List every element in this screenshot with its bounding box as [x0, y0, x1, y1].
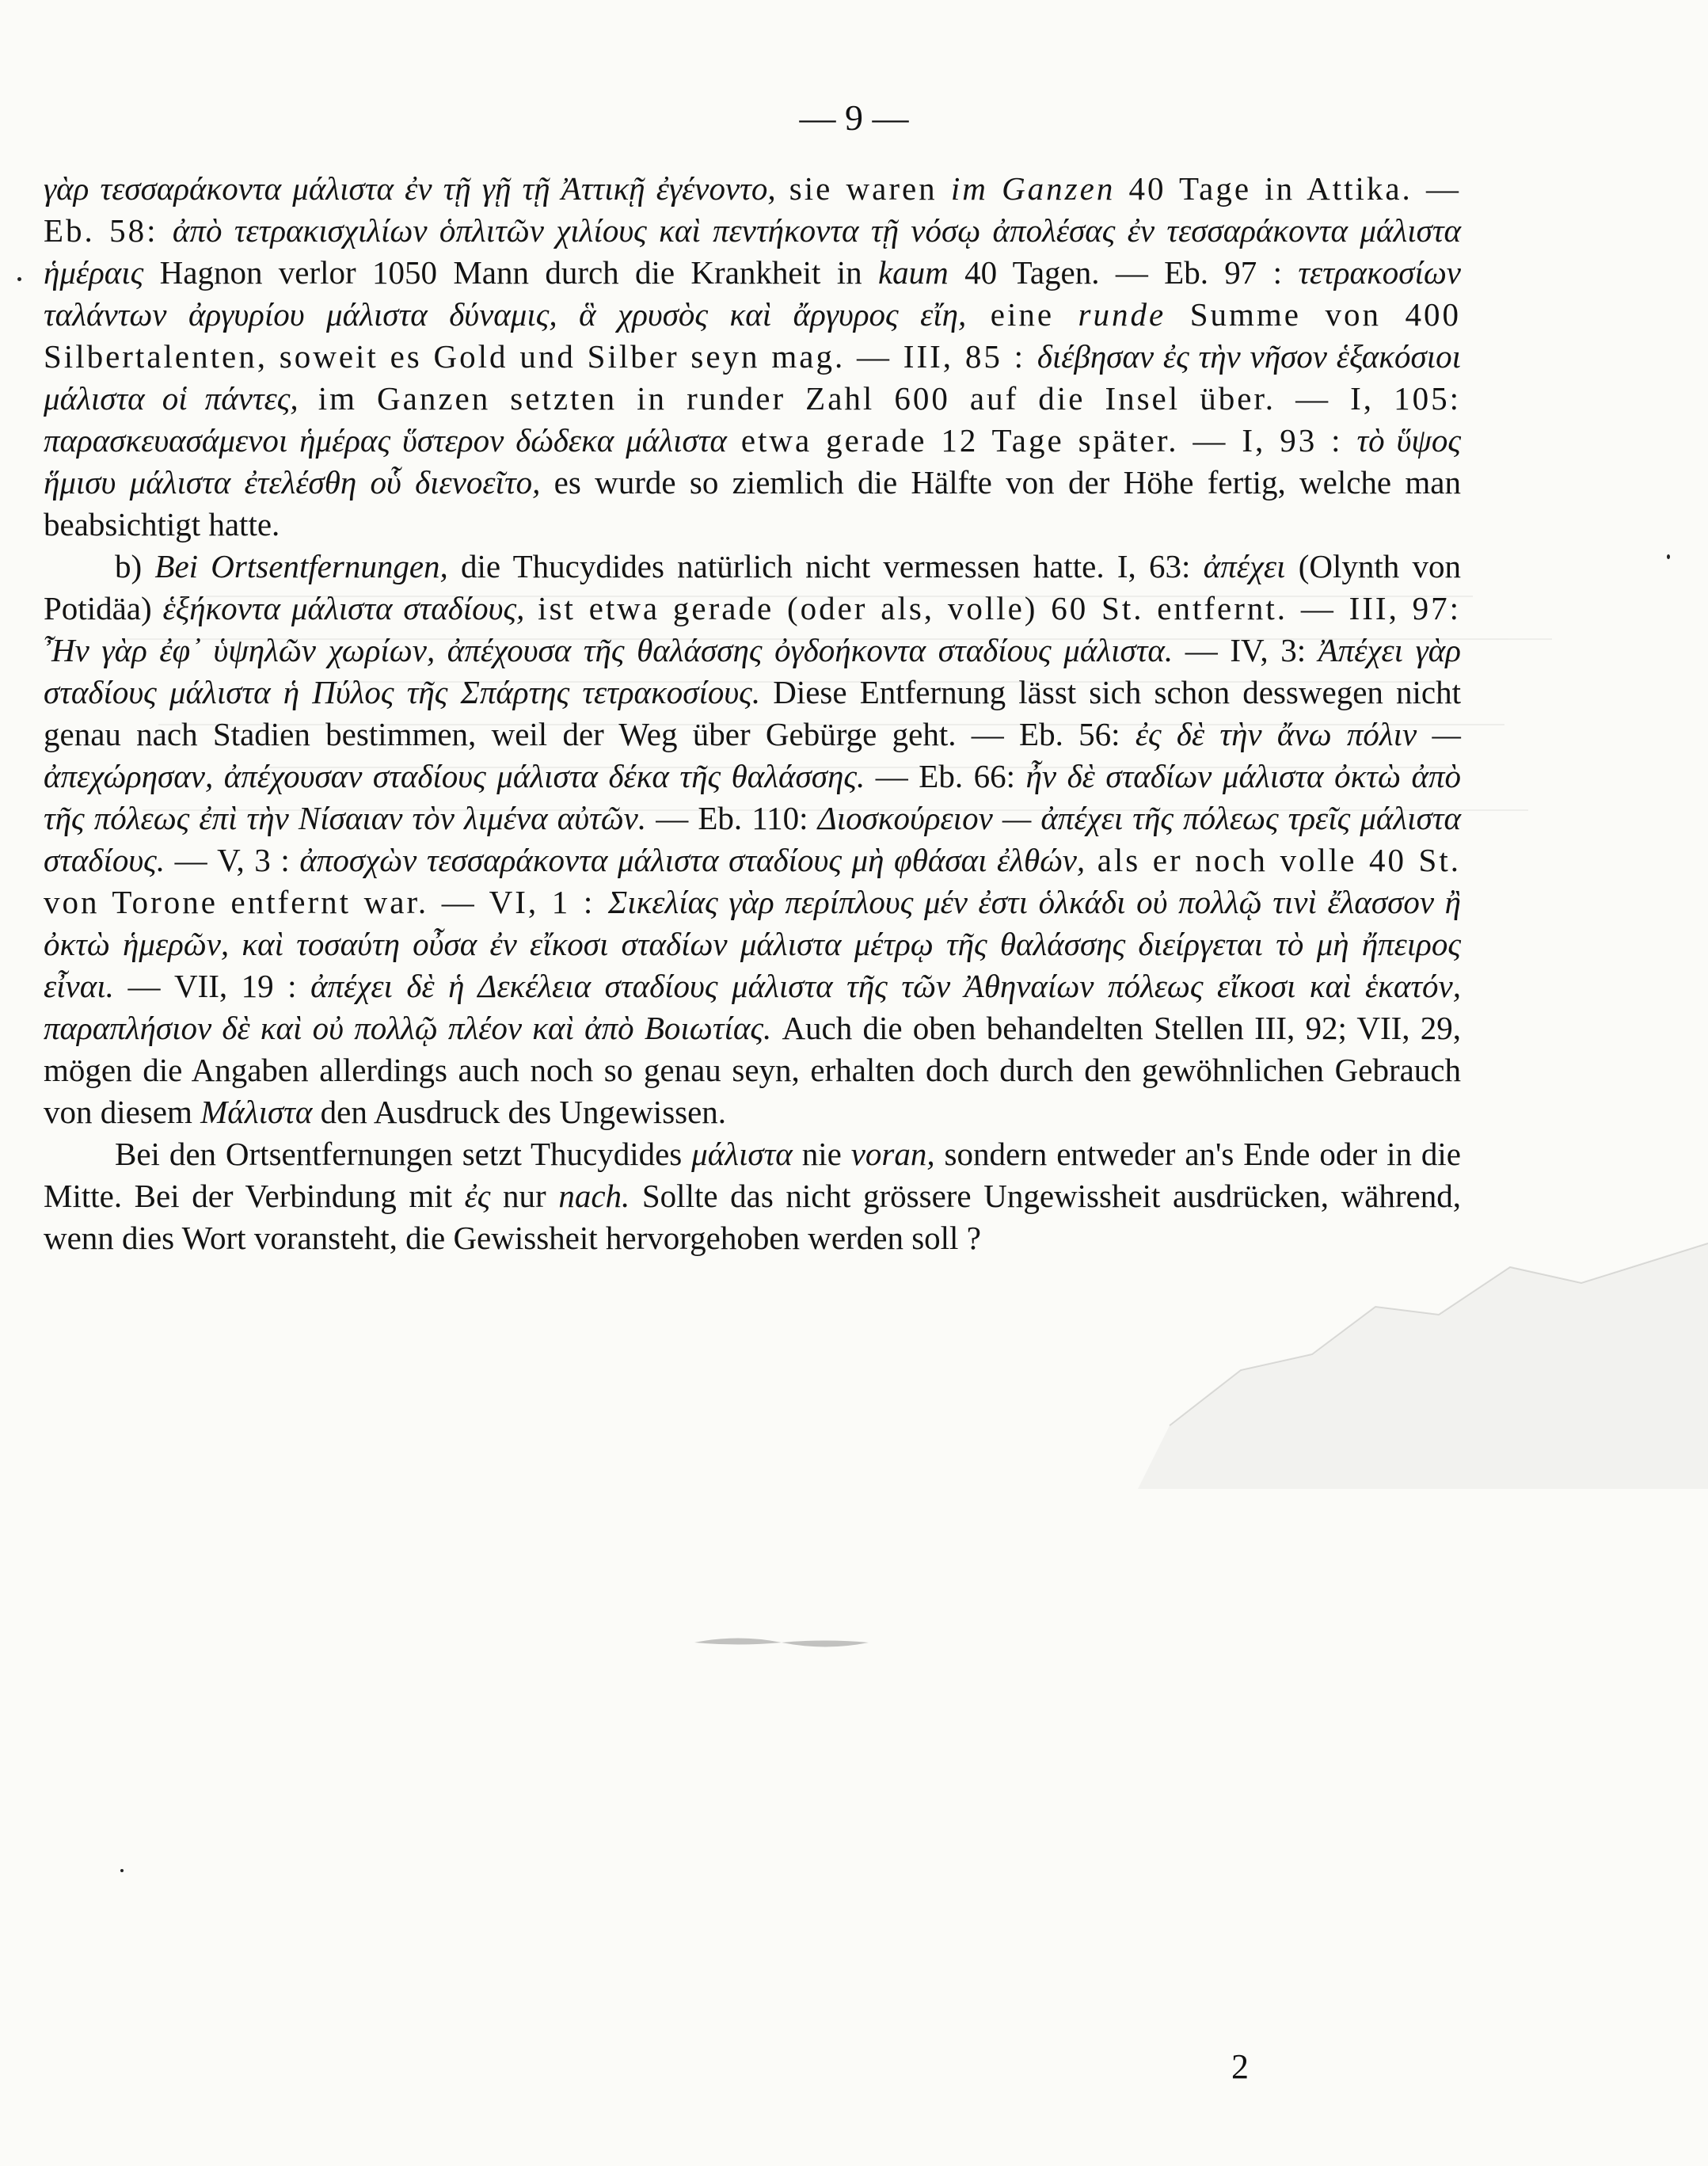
greek-quotation: Σικελίας γὰρ περίπλους μέν ἐστι ὁλκάδι οὐ πολλῷ τινὶ ἔλασσον ἢ ὀκτὼ ἡμερῶν, καὶ τοσαύτη οὖσα ἐν εἴκοσι σταδίων μάλιστα μέτρῳ τῆς θαλάσσης διείργεται τὸ μὴ ἤπειρος εἶναι.: [44, 884, 1461, 1004]
greek-quotation: ἦν δὲ σταδίων μάλιστα ὀκτὼ ἀπὸ τῆς πόλεως ἐπὶ τὴν Νίσαιαν τὸν λιμένα αὐτῶν.: [44, 758, 1462, 836]
text-segment: nach.: [558, 1178, 630, 1214]
text-segment: Summe von 400 Silbertalenten, soweit es Gold und Silber seyn mag. — III, 85 :: [44, 296, 1461, 375]
text-segment: Diese Entfernung lässt sich schon desswegen nicht genau nach Stadien bestimmen, weil der Weg über Gebürge geht. — Eb. 56:: [44, 674, 1462, 752]
greek-quotation: ἀπὸ τετρακισχιλίων ὁπλιτῶν χιλίους καὶ πεντήκοντα τῇ νόσῳ ἀπολέσας ἐν τεσσαράκοντα μάλιστα ἡμέραις: [44, 212, 1462, 291]
body-text: [44, 168, 1461, 1259]
signature-mark: 2: [1231, 2047, 1249, 2086]
greek-quotation: μάλιστα: [691, 1136, 793, 1172]
greek-quotation: Ἀπέχει γὰρ σταδίους μάλιστα ἡ Πύλος τῆς Σπάρτης τετρακοσίους.: [44, 632, 1461, 710]
text-segment: 40 Tagen. — Eb. 97 :: [948, 254, 1299, 291]
text-segment: sie waren: [775, 170, 951, 207]
greek-quotation: Διοσκούρειον — ἀπέχει τῆς πόλεως τρεῖς μάλιστα σταδίους.: [44, 800, 1461, 878]
text-segment: Bei den Ortsentfernungen setzt Thucydides: [115, 1136, 692, 1172]
greek-quotation: τὸ ὕψος ἥμισυ μάλιστα ἐτελέσθη οὗ διενοεῖτο,: [44, 422, 1462, 501]
text-segment: im Ganzen: [950, 170, 1116, 207]
greek-quotation: διέβησαν ἐς τὴν νῆσον ἑξακόσιοι μάλιστα οἱ πάντες,: [44, 338, 1461, 417]
paragraph: [44, 168, 1461, 546]
text-segment: kaum: [877, 254, 949, 291]
greek-quotation: ἐς δὲ τὴν ἄνω πόλιν — ἀπεχώρησαν, ἀπέχουσαν σταδίους μάλιστα δέκα τῆς θαλάσσης.: [44, 716, 1461, 794]
paragraph: [44, 1133, 1461, 1259]
greek-quotation: ἑξήκοντα μάλιστα σταδίους,: [162, 590, 525, 626]
text-segment: runde: [1078, 296, 1166, 333]
greek-quotation: ἀποσχὼν τεσσαράκοντα μάλιστα σταδίους μὴ φθάσαι ἐλθών,: [299, 842, 1086, 878]
text-segment: den Ausdruck des Ungewissen.: [312, 1094, 727, 1130]
text-segment: es wurde so ziemlich die Hälfte von der Höhe fertig, welche man beabsichtigt hatte.: [44, 464, 1461, 542]
text-segment: — Eb. 66:: [865, 758, 1026, 794]
text-segment: — IV, 3:: [1173, 632, 1318, 668]
ink-speck: [120, 1869, 124, 1872]
text-segment: etwa gerade 12 Tage später. — I, 93 :: [726, 422, 1357, 459]
text-segment: ist etwa gerade (oder als, volle) 60 St. entfernt. — III, 97:: [524, 590, 1462, 626]
text-segment: — Eb. 110:: [646, 800, 818, 836]
text-segment: Hagnon verlor 1050 Mann durch die Krankheit in: [143, 254, 878, 291]
text-segment: nie: [792, 1136, 851, 1172]
text-segment: als er noch volle 40 St. von Torone entfernt war. — VI, 1 :: [44, 842, 1461, 920]
text-segment: eine: [966, 296, 1078, 333]
greek-quotation: γὰρ τεσσαράκοντα μάλιστα ἐν τῇ γῇ τῇ Ἀττικῇ ἐγένοντο,: [44, 170, 776, 207]
text-segment: im Ganzen setzten in runder Zahl 600 auf die Insel über. — I, 105:: [298, 380, 1461, 417]
text-segment: b): [115, 548, 155, 584]
greek-quotation: παρασκευασάμενοι ἡμέρας ὕστερον δώδεκα μάλιστα: [44, 422, 727, 459]
greek-quotation: ἀπέχει: [1203, 548, 1286, 584]
paper-tear-shadow: [1138, 1220, 1708, 1489]
greek-quotation: Ἦν γὰρ ἐφ᾽ ὑψηλῶν χωρίων, ἀπέχουσα τῆς θαλάσσης ὀγδοήκοντα σταδίους μάλιστα.: [44, 632, 1174, 668]
greek-quotation: ἐς: [464, 1178, 491, 1214]
ink-speck: [1667, 554, 1670, 559]
text-segment: Bei Ortsentfernungen,: [154, 548, 448, 584]
greek-quotation: Μάλιστα: [200, 1094, 313, 1130]
text-segment: sondern entweder an's Ende oder in die Mitte. Bei der Verbindung mit: [44, 1136, 1461, 1214]
ink-speck: [17, 277, 21, 281]
paragraph: [44, 546, 1461, 1133]
text-segment: — VII, 19 :: [113, 968, 311, 1004]
text-segment: Sollte das nicht grössere Ungewissheit ausdrücken, während, wenn dies Wort voransteht, die Gewissheit hervorgehoben werden soll ?: [44, 1178, 1461, 1256]
ornament-divider: [690, 1634, 873, 1651]
text-segment: (Olynth von Potidäa): [44, 548, 1461, 626]
text-segment: — V, 3 :: [165, 842, 300, 878]
text-segment: Auch die oben behandelten Stellen III, 92; VII, 29, mögen die Angaben allerdings auch noch so genau seyn, erhalten doch durch den gewöhnlichen Gebrauch von diesem: [44, 1010, 1461, 1130]
text-segment: voran,: [850, 1136, 935, 1172]
page-number-header: — 9 —: [799, 97, 909, 138]
text-segment: 40 Tage in Attika. — Eb. 58:: [44, 170, 1461, 249]
greek-quotation: ἀπέχει δὲ ἡ Δεκέλεια σταδίους μάλιστα τῆς τῶν Ἀθηναίων πόλεως εἴκοσι καὶ ἑκατόν, παραπλήσιον δὲ καὶ οὐ πολλῷ πλέον καὶ ἀπὸ Βοιωτίας.: [44, 968, 1461, 1046]
text-segment: die Thucydides natürlich nicht vermessen hatte. I, 63:: [447, 548, 1204, 584]
text-segment: nur: [490, 1178, 559, 1214]
greek-quotation: τετρακοσίων ταλάντων ἀργυρίου μάλιστα δύναμις, ἃ χρυσὸς καὶ ἄργυρος εἴη,: [44, 254, 1461, 333]
